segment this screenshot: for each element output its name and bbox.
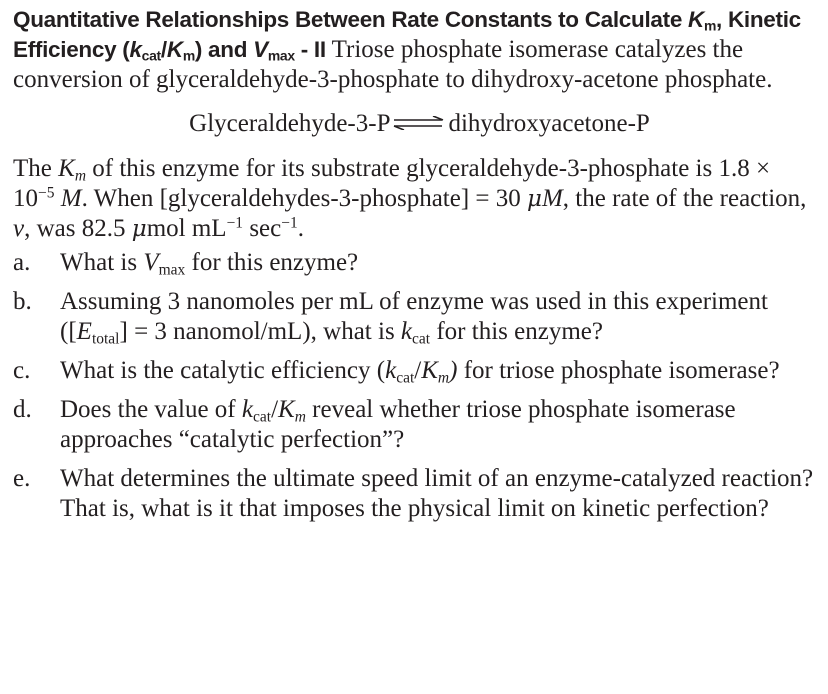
- question-item: [13, 287, 814, 347]
- reactant: Glyceraldehyde-3-P: [189, 110, 391, 137]
- question-item: [13, 248, 814, 278]
- problem-title: Quantitative Relationships Between Rate Constants to Calculate $K_m$, Kinetic Efficiency $(k_{cat}/K_m)$ and $V_{max}$ - II: [13, 7, 801, 64]
- intro-text: Triose phosphate isomerase catalyzes the conversion of glyceraldehyde-3-phosphate to dihydroxy-acetone phosphate.: [13, 36, 773, 93]
- question-text: What determines the ultimate speed limit of an enzyme-catalyzed reaction? That is, what is it that imposes the physical limit on kinetic perfection?: [60, 465, 814, 523]
- question-item: [13, 464, 814, 524]
- equilibrium-arrow-icon: [392, 108, 446, 138]
- question-label: b.: [13, 288, 32, 316]
- question-item: [13, 356, 814, 386]
- question-item: [13, 395, 814, 455]
- question-text: What is $V_{max}$ for this enzyme?: [60, 249, 359, 279]
- question-text: Does the value of $k_{cat}/K_m$ reveal whether triose phosphate isomerase approaches “catalytic perfection”?: [60, 396, 736, 454]
- question-label: d.: [13, 396, 32, 424]
- intro-paragraph: [13, 5, 814, 95]
- question-label: c.: [13, 357, 31, 385]
- data-paragraph: The $K_m$ of this enzyme for its substrate glyceraldehyde-3-phosphate is $1.8 \times 10^{-5}$ M. When [glyceraldehydes-3-phosphate] = 30 μM, the rate of the reaction, v, was 82.5 μmol $mL^{-1}$ $\sec^{-1}$.: [13, 155, 807, 243]
- reaction-equation: [13, 109, 814, 140]
- product: dihydroxyacetone-P: [448, 110, 650, 137]
- question-label: e.: [13, 465, 31, 493]
- question-text: Assuming 3 nanomoles per mL of enzyme was used in this experiment ($[E_{total}] = 3$ nanomol/mL), what is $k_{cat}$ for this enzyme?: [60, 288, 768, 348]
- question-text: What is the catalytic efficiency $(k_{cat}/K_m)$ for triose phosphate isomerase?: [60, 357, 780, 387]
- question-label: a.: [13, 249, 31, 277]
- question-list: [13, 248, 814, 524]
